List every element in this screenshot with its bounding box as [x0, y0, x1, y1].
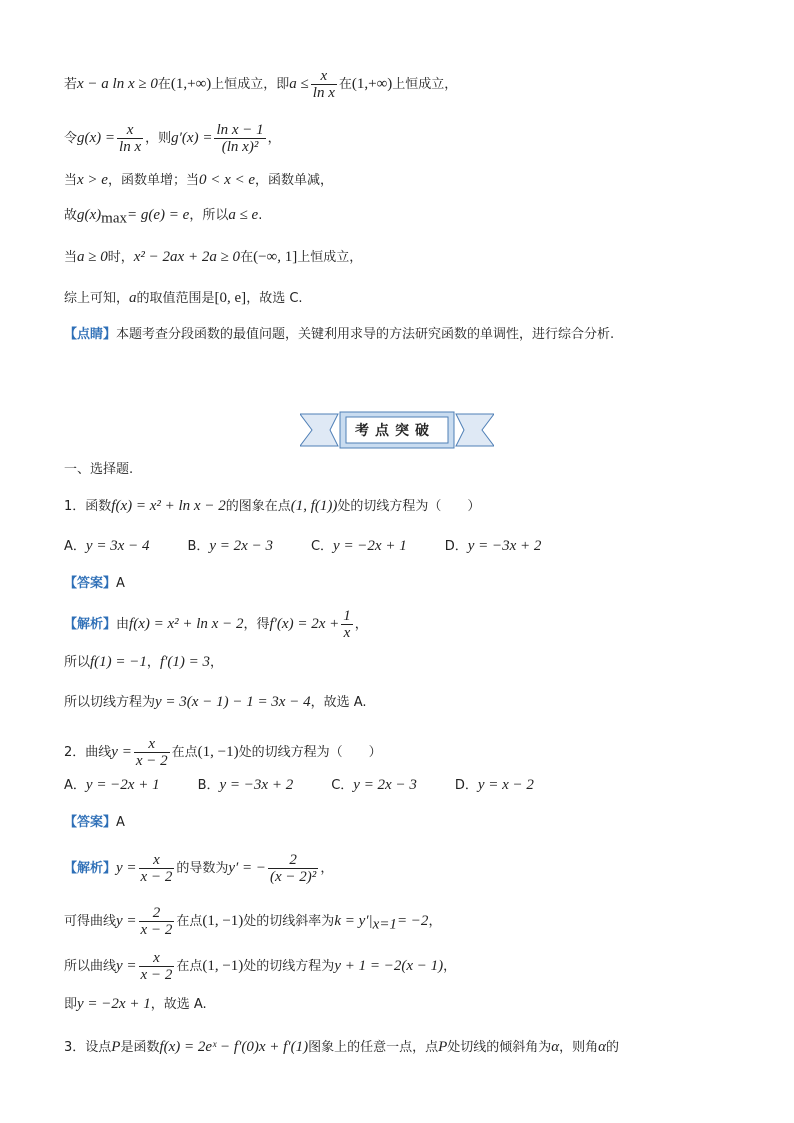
q2-explanation-3: 所以曲线y = $\frac{x}{x - 2}$ 在点(1, −1)处的切线方程为y + 1 = −2(x − 1)，: [64, 950, 457, 983]
section-title: 一、选择题.: [64, 462, 134, 477]
q2-stem: 2．曲线y = $\frac{x}{x - 2}$ 在点(1, −1)处的切线方程为（ ）: [64, 736, 382, 769]
q1-option-a: A．y = 3x − 4: [64, 538, 150, 554]
q1-stem: 1．函数f(x) = x² + ln x − 2的图象在点(1, f(1))处的切线方程为（ ）: [64, 498, 481, 514]
q2-explanation-4: 即y = −2x + 1，故选 A.: [64, 996, 207, 1012]
q2-option-b: B．y = −3x + 2: [197, 777, 294, 793]
q2-explanation-1: 【解析】y = $\frac{x}{x - 2}$ 的导数为y′ = − $\frac{2}{\text{(x − 2)²}}$ ，: [64, 852, 334, 885]
tip-tag: 【点睛】: [64, 327, 117, 342]
q1-option-c: C．y = −2x + 1: [310, 538, 407, 554]
q2-option-c: C．y = 2x − 3: [331, 777, 417, 793]
solution-line-6: 综上可知，a的取值范围是[0, e]，故选 C.: [64, 290, 303, 306]
q3-stem: 3．设点P是函数f(x) = 2eˣ − f′(0)x + f′(1)图象上的任意一点，点P处切线的倾斜角为α，则角α的: [64, 1039, 620, 1055]
q1-option-d: D．y = −3x + 2: [444, 538, 542, 554]
solution-line-1: 若x − a ln x ≥ 0在(1,+∞)上恒成立，即a ≤ $\frac{x}{\text{ln x}}$ 在(1,+∞)上恒成立，: [64, 68, 458, 101]
q2-option-a: A．y = −2x + 1: [64, 777, 160, 793]
q1-explanation-2: 所以f(1) = −1，f′(1) = 3，: [64, 654, 224, 670]
q1-option-b: B．y = 2x − 3: [187, 538, 273, 554]
q1-options: [64, 536, 579, 557]
q2-option-d: D．y = x − 2: [454, 777, 534, 793]
q1-answer: 【答案】A: [64, 576, 125, 591]
tip-line: 【点睛】本题考查分段函数的最值问题，关键利用求导的方法研究函数的单调性，进行综合分析.: [64, 327, 615, 342]
q1-explanation-1: 【解析】由f(x) = x² + ln x − 2，得f′(x) = 2x + $\frac{1}{x}$ ，: [64, 608, 368, 641]
q2-answer: 【答案】A: [64, 815, 125, 830]
q1-explanation-3: 所以切线方程为y = 3(x − 1) − 1 = 3x − 4，故选 A.: [64, 694, 367, 710]
solution-line-2: 令g(x) = $\frac{x}{\text{ln x}}$ ，则g′(x) = $\frac{\text{ln x − 1}}{\text{(ln x)²}}$ ，: [64, 122, 281, 155]
solution-line-3: 当x > e，函数单增；当0 < x < e，函数单减，: [64, 172, 334, 188]
q2-options: [64, 775, 572, 796]
q2-explanation-2: 可得曲线y = $\frac{2}{x - 2}$ 在点(1, −1)处的切线斜率为$k = y'|_{x=1}= -2$，: [64, 905, 442, 938]
banner-title: 考点突破: [355, 423, 435, 439]
solution-line-4: 故$g(x)_{max}= g(e) = e$，所以a ≤ e.: [64, 207, 263, 227]
solution-line-5: 当a ≥ 0时，x² − 2ax + 2a ≥ 0在(−∞, 1]上恒成立，: [64, 249, 363, 265]
